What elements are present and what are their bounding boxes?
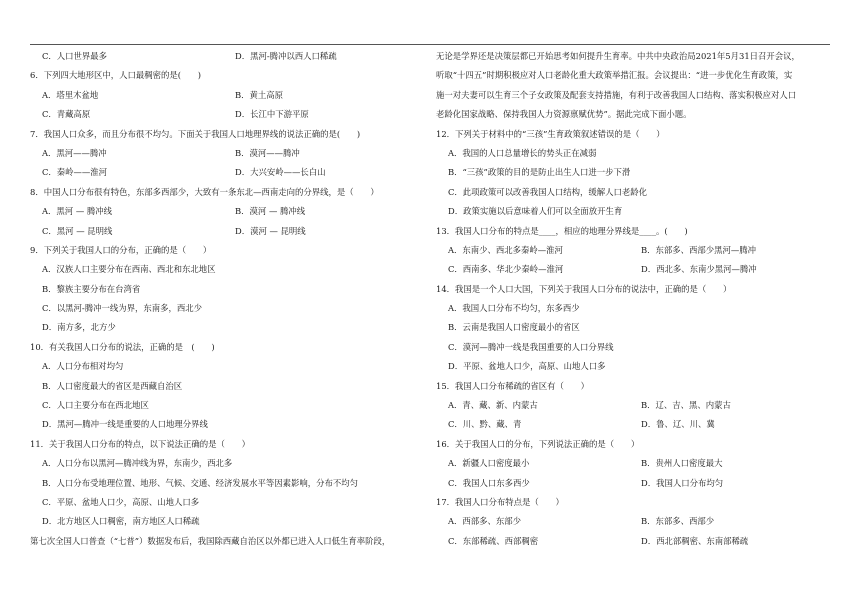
option-left: A．青、藏、新、内蒙古: [448, 400, 538, 411]
option-right: D．大兴安岭——长白山: [235, 167, 326, 178]
answer-option: A．汉族人口主要分布在西南、西北和东北地区: [42, 264, 216, 275]
option-right: B．黄土高原: [235, 89, 284, 100]
option-left: C．川、黔、藏、青: [448, 419, 522, 430]
option-right: B．贵州人口密度最大: [641, 458, 723, 469]
option-pair: [436, 474, 834, 493]
question-text: 无论是学界还是决策层都已开始思考如何提升生育率。中共中央政治局2021年5月31日召开会议，: [436, 51, 800, 61]
question-text: 15．我国人口分布稀疏的省区有（ ）: [436, 380, 590, 391]
option-pair: [30, 105, 426, 124]
question-text: 13．我国人口分布的特点是____，相应的地理分界线是____。( ): [436, 225, 688, 236]
answer-option: D．黑河—腾冲一线是重要的人口地理分界线: [42, 419, 208, 430]
option-pair: [436, 396, 834, 415]
option-left: C．人口世界最多: [42, 51, 108, 61]
question-text: 听取“十四五”时期积极应对人口老龄化重大政策举措汇报。会议提出：“进一步优化生育政策，实: [436, 70, 793, 81]
option-pair: [436, 454, 834, 473]
answer-option: B．人口密度最大的省区是西藏自治区: [42, 380, 183, 391]
option-pair: [30, 222, 426, 241]
option-right: D．漠河 — 昆明线: [235, 225, 306, 236]
left-column: [30, 47, 426, 551]
question-text: 施一对夫妻可以生育三个子女政策及配套支持措施，有利于改善我国人口结构、落实积极应对人口: [436, 89, 797, 100]
option-left: A．西部多、东部少: [448, 516, 522, 527]
answer-option: A．我国人口分布不均匀，东多西少: [448, 303, 580, 314]
answer-option: D．政策实施以后意味着人们可以全面放开生育: [448, 206, 623, 217]
answer-option: C．此项政策可以改善我国人口结构，缓解人口老龄化: [448, 186, 648, 197]
question-text: 17．我国人口分布特点是（ ）: [436, 496, 564, 507]
question-text: 老龄化国家战略、保持我国人力资源禀赋优势”。据此完成下面小题。: [436, 109, 692, 120]
option-right: D．西北多、东南少黑河—腾冲: [641, 264, 757, 275]
option-right: D．黑河-腾冲以西人口稀疏: [235, 51, 337, 61]
answer-option: C．漠河—腾冲一线是我国重要的人口分界线: [448, 341, 614, 352]
answer-option: A．人口分布以黑河—腾冲线为界，东南少，西北多: [42, 458, 233, 469]
question-text: 10．有关我国人口分布的说法，正确的是 ( ): [30, 341, 215, 352]
answer-option: D．南方多，北方少: [42, 322, 116, 333]
answer-option: A．人口分布相对均匀: [42, 361, 124, 372]
option-pair: [30, 163, 426, 182]
option-left: A．黑河 — 腾冲线: [42, 206, 112, 217]
option-right: D．鲁、辽、川、冀: [641, 419, 715, 430]
option-right: B．漠河——腾冲: [235, 147, 300, 158]
option-left: A．东南少、西北多秦岭—淮河: [448, 244, 563, 255]
answer-option: B．黎族主要分布在台湾省: [42, 283, 141, 294]
option-right: B．东部多、西部少: [641, 516, 715, 527]
option-right: B．东部多、西部少黑河—腾冲: [641, 244, 757, 255]
question-text: 12．下列关于材料中的“三孩”生育政策叙述错误的是（ ）: [436, 128, 665, 139]
question-text: 7．我国人口众多，而且分布很不均匀。下面关于我国人口地理界线的说法正确的是( ): [30, 128, 361, 139]
option-left: A．塔里木盆地: [42, 89, 99, 100]
option-left: C．我国人口东多西少: [448, 477, 530, 488]
option-pair: [30, 144, 426, 163]
answer-option: C．以黑河-腾冲一线为界，东南多，西北少: [42, 303, 202, 314]
option-right: D．我国人口分布均匀: [641, 477, 724, 488]
option-right: B．辽、吉、黑、内蒙古: [641, 400, 731, 411]
option-right: D．西北部稠密、东南部稀疏: [641, 535, 749, 546]
question-text: 11．关于我国人口分布的特点，以下说法正确的是（ ）: [30, 438, 251, 449]
option-left: C．秦岭——淮河: [42, 167, 108, 178]
option-left: C．青藏高原: [42, 109, 91, 120]
question-text: 6．下列四大地形区中，人口最稠密的是( ): [30, 70, 201, 81]
option-pair: [436, 415, 834, 434]
answer-option: D．平原、盆地人口少，高原、山地人口多: [448, 361, 606, 372]
right-column: [436, 47, 834, 551]
answer-option: B．“三孩”政策的目的是防止出生人口进一步下滑: [448, 167, 631, 178]
option-right: D．长江中下游平原: [235, 109, 309, 120]
answer-option: C．人口主要分布在西北地区: [42, 400, 149, 411]
top-rule: [30, 44, 830, 45]
answer-option: B．云南是我国人口密度最小的省区: [448, 322, 580, 333]
question-text: 第七次全国人口普查（“七普”）数据发布后，我国除西藏自治区以外都已进入人口低生育率阶段，: [30, 535, 391, 546]
option-pair: [30, 47, 426, 66]
option-pair: [436, 260, 834, 279]
question-text: 14．我国是一个人口大国，下列关于我国人口分布的说法中，正确的是（ ）: [436, 283, 732, 294]
option-left: A．黑河——腾冲: [42, 147, 107, 158]
option-pair: [436, 241, 834, 260]
option-pair: [436, 532, 834, 551]
option-pair: [436, 512, 834, 531]
answer-option: A．我国的人口总量增长的势头正在减弱: [448, 147, 597, 158]
question-text: 16．关于我国人口的分布，下列说法正确的是（ ）: [436, 438, 640, 449]
option-pair: [30, 86, 426, 105]
option-left: A．新疆人口密度最小: [448, 458, 530, 469]
option-left: C．黑河 — 昆明线: [42, 225, 113, 236]
option-right: B．漠河 — 腾冲线: [235, 206, 306, 217]
option-left: C．东部稀疏、西部稠密: [448, 535, 539, 546]
answer-option: D．北方地区人口稠密，南方地区人口稀疏: [42, 516, 200, 527]
option-left: C．西南多、华北少秦岭—淮河: [448, 264, 564, 275]
question-text: 9．下列关于我国人口的分布，正确的是（ ）: [30, 244, 212, 255]
answer-option: B．人口分布受地理位置、地形、气候、交通、经济发展水平等因素影响，分布不均匀: [42, 477, 359, 488]
answer-option: C．平原、盆地人口少，高原、山地人口多: [42, 496, 200, 507]
question-text: 8．中国人口分布很有特色，东部多西部少，大致有一条东北—西南走向的分界线，是（ ）: [30, 186, 379, 197]
option-pair: [30, 202, 426, 221]
